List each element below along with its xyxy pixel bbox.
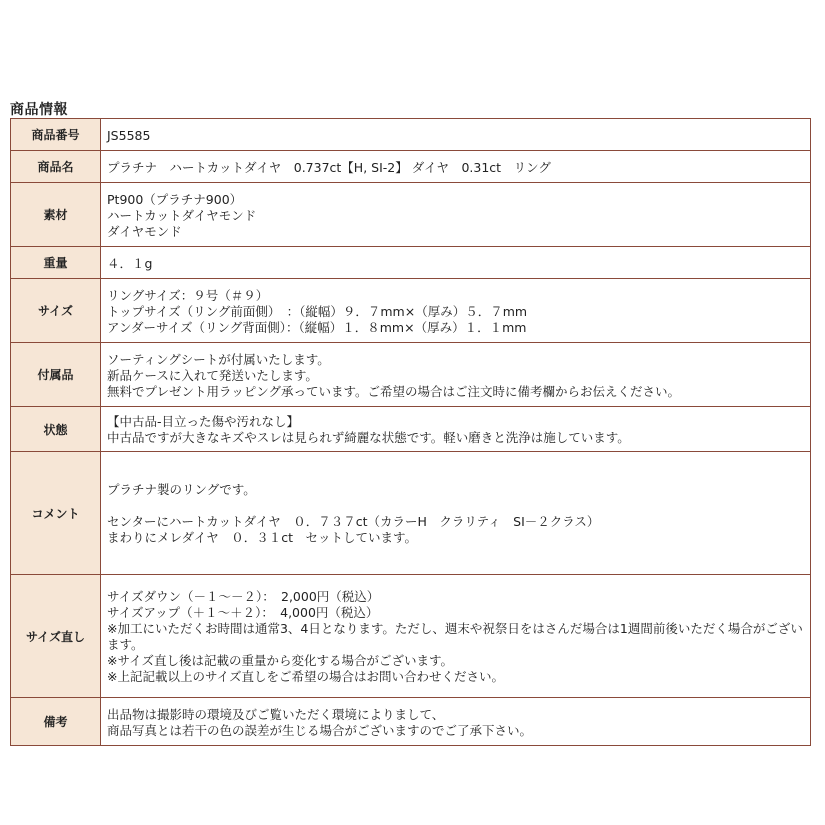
value-size [101, 279, 811, 343]
table-row-item-number [11, 119, 811, 151]
size-line: リングサイズ：９号（＃９） [107, 287, 269, 303]
table-row-condition [11, 407, 811, 452]
comment-line: プラチナ製のリングです。 [107, 482, 256, 497]
notes-line: 商品写真とは若干の色の誤差が生じる場合がございますのでご了承下さい。 [107, 722, 533, 738]
accessories-line: ソーティングシートが付属いたします。 [107, 351, 330, 367]
condition-line: 【中古品-目立った傷や汚れなし】 [107, 414, 300, 429]
value-weight: ４．１g [101, 247, 811, 279]
label-comment: コメント [11, 452, 101, 575]
material-line: ハートカットダイヤモンド [107, 207, 257, 223]
resize-line: サイズアップ（＋１～＋２）： 4,000円（税込） [107, 605, 379, 620]
table-row-weight [11, 247, 811, 279]
label-notes: 備考 [11, 698, 101, 746]
size-line: アンダーサイズ（リング背面側）：（縦幅）１．８mm×（厚み）１．１mm [107, 319, 527, 335]
value-product-name: プラチナ ハートカットダイヤ 0.737ct【H, SI-2】 ダイヤ 0.31ct リング [101, 151, 811, 183]
comment-line: センターにハートカットダイヤ ０．７３７ct（カラーH クラリティ SI－２クラス） [107, 514, 600, 529]
material-line: ダイヤモンド [107, 223, 182, 239]
accessories-line: 無料でプレゼント用ラッピング承っています。ご希望の場合はご注文時に備考欄からお伝えください。 [107, 383, 681, 399]
resize-line: サイズダウン（－１～－２）： 2,000円（税込） [107, 589, 380, 604]
label-condition: 状態 [11, 407, 101, 452]
label-product-name: 商品名 [11, 151, 101, 183]
table-row-comment [11, 452, 811, 575]
material-line: Pt900（プラチナ900） [107, 191, 243, 207]
table-row-material [11, 183, 811, 247]
comment-spacer [107, 498, 810, 514]
resize-line: ※サイズ直し後は記載の重量から変化する場合がございます。 [107, 653, 453, 668]
value-accessories [101, 343, 811, 407]
comment-line: まわりにメレダイヤ ０．３１ct セットしています。 [107, 530, 418, 545]
value-condition [101, 407, 811, 452]
table-row-notes [11, 698, 811, 746]
label-material: 素材 [11, 183, 101, 247]
label-weight: 重量 [11, 247, 101, 279]
value-material [101, 183, 811, 247]
label-item-number: 商品番号 [11, 119, 101, 151]
value-item-number: JS5585 [101, 119, 811, 151]
value-resize [101, 575, 811, 698]
notes-line: 出品物は撮影時の環境及びご覧いただく環境によりまして、 [107, 706, 445, 722]
section-title: 商品情報 [10, 102, 68, 118]
condition-line: 中古品ですが大きなキズやスレは見られず綺麗な状態です。軽い磨きと洗浄は施しています。 [107, 430, 630, 445]
label-resize: サイズ直し [11, 575, 101, 698]
table-row-size [11, 279, 811, 343]
size-line: トップサイズ（リング前面側） ：（縦幅）９．７mm×（厚み）５．７mm [107, 303, 528, 319]
value-notes [101, 698, 811, 746]
product-info-table [10, 118, 811, 746]
value-comment [101, 452, 811, 575]
resize-line: ※上記記載以上のサイズ直しをご希望の場合はお問い合わせください。 [107, 669, 504, 684]
table-row-resize [11, 575, 811, 698]
resize-line: ※加工にいただくお時間は通常3、4日となります。ただし、週末や祝祭日をはさんだ場合は1週間前後いただく場合がございます。 [107, 621, 803, 652]
label-size: サイズ [11, 279, 101, 343]
table-row-accessories [11, 343, 811, 407]
table-row-product-name [11, 151, 811, 183]
label-accessories: 付属品 [11, 343, 101, 407]
accessories-line: 新品ケースに入れて発送いたします。 [107, 367, 318, 383]
